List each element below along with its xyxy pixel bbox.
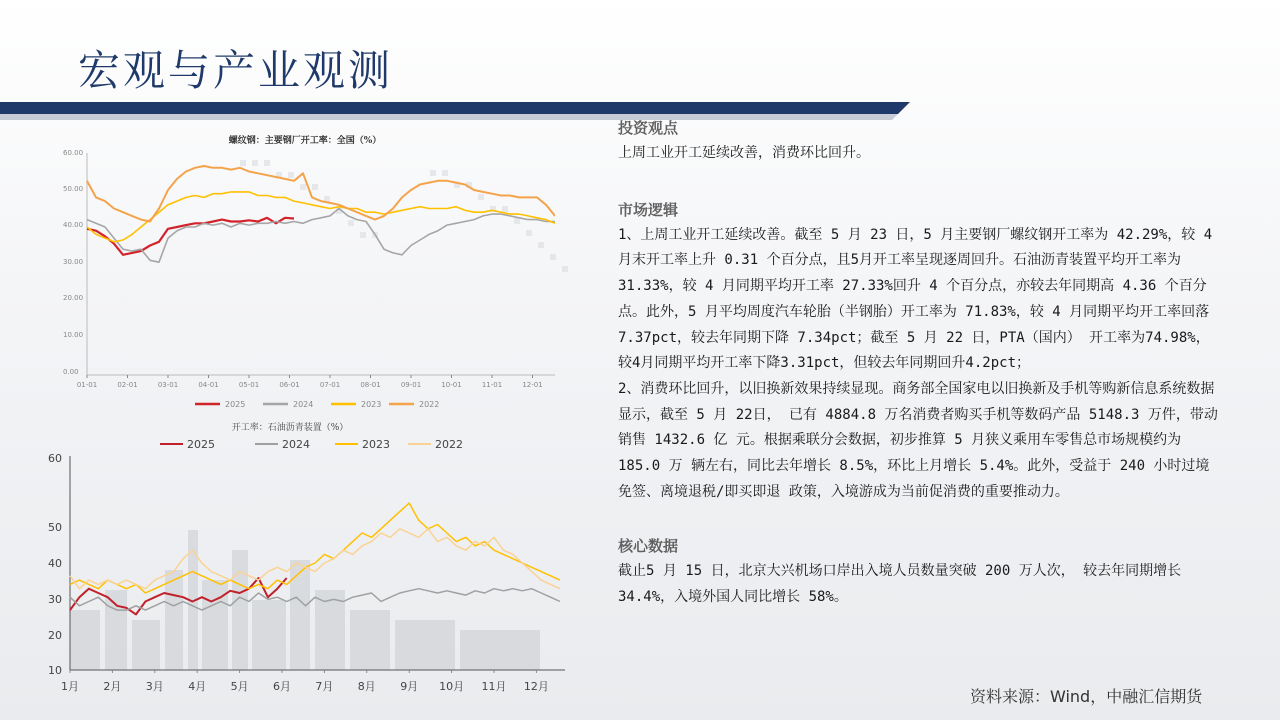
x-tick-label: 3月 xyxy=(145,680,164,693)
asphalt-y-tick: 60 xyxy=(48,452,62,465)
rebar-y-tick: 10.00 xyxy=(63,331,84,339)
x-tick-label: 08-01 xyxy=(360,381,381,389)
rebar-chart-series xyxy=(87,166,555,262)
legend-label-2023: 2023 xyxy=(362,438,390,451)
x-tick-label: 12月 xyxy=(523,680,549,693)
section-paragraph: 截止5 月 15 日，北京大兴机场口岸出入境人员数量突破 200 万人次， 较去年同期增长 34.4%，入境外国人同比增长 58%。 xyxy=(618,563,1182,606)
asphalt-y-tick: 10 xyxy=(48,664,62,677)
x-tick-label: 04-01 xyxy=(198,381,219,389)
section-heading: 核心数据 xyxy=(618,537,679,556)
asphalt-y-tick: 20 xyxy=(48,629,62,642)
rebar-y-tick: 50.00 xyxy=(63,185,84,193)
data-source-note: 资料来源：Wind，中融汇信期货 xyxy=(970,687,1203,706)
rebar-y-tick: 0.00 xyxy=(63,368,79,376)
section-market-logic xyxy=(618,197,1218,506)
legend-label-2025: 2025 xyxy=(187,438,215,451)
x-tick-label: 11-01 xyxy=(481,381,503,389)
rebar-chart-title: 螺纹钢：主要钢厂开工率：全国（%） xyxy=(228,136,382,146)
asphalt-operating-rate-chart xyxy=(40,420,565,695)
section-paragraph: 1、上周工业开工延续改善。截至 5 月 23 日，5 月主要钢厂螺纹钢开工率为 42.29%，较 4 月末开工率上升 0.31 个百分点，且5月开工率呈现逐周回升。石油沥青装置平均开工率为 31.33%，较 4 月同期平均开工率 27.33%回升 4 个百分点，亦较去年同期高 4.36 个百分点。此外，5 月平均周度汽车轮胎（半钢胎）开工率为 71.83%，较 4 月同期平均开工率回落 7.37pct，较去年同期下降 7.34pct；截至 5 月 22 日，PTA（国内） 开工率为74.98%，较4月同期平均开工率下降3.31pct，但较去年同期回升4.2pct； xyxy=(618,226,1213,372)
x-tick-label: 5月 xyxy=(230,680,249,693)
rebar-operating-rate-chart xyxy=(55,125,555,425)
section-paragraph: 上周工业开工延续改善，消费环比回升。 xyxy=(618,145,870,161)
section-investment-view xyxy=(618,115,1218,167)
legend-label-2023: 2023 xyxy=(361,400,382,409)
rebar-chart-x-ticks xyxy=(77,375,543,389)
x-tick-label: 02-01 xyxy=(117,381,138,389)
x-tick-label: 4月 xyxy=(188,680,207,693)
rebar-y-tick: 20.00 xyxy=(63,294,84,302)
asphalt-chart-legend xyxy=(160,438,463,451)
series-line-2024 xyxy=(87,209,555,263)
legend-label-2025: 2025 xyxy=(225,400,246,409)
series-line-2022 xyxy=(70,529,560,589)
section-core-data xyxy=(618,533,1218,610)
x-tick-label: 6月 xyxy=(273,680,291,693)
rebar-y-tick: 60.00 xyxy=(63,149,84,157)
series-line-2023 xyxy=(70,503,560,593)
section-paragraph: 2、消费环比回升，以旧换新效果持续显现。商务部全国家电以旧换新及手机等购新信息系统数据显示，截至 5 月 22日， 已有 4884.8 万名消费者购买手机等数码产品 5148.3 万件，带动销售 1432.6 亿 元。根据乘联分会数据，初步推算 5 月狭义乘用车零售总市场规模约为 185.0 万 辆左右，同比去年增长 8.5%，环比上月增长 5.4%。此外，受益于 240 小时过境免签、离境退税/即买即退 政策，入境游成为当前促消费的重要推动力。 xyxy=(618,380,1218,500)
x-tick-label: 06-01 xyxy=(279,381,300,389)
x-tick-label: 12-01 xyxy=(522,381,543,389)
x-tick-label: 11月 xyxy=(481,680,507,693)
x-tick-label: 09-01 xyxy=(400,381,422,389)
legend-label-2024: 2024 xyxy=(293,400,314,409)
asphalt-chart-x-ticks xyxy=(61,670,549,693)
asphalt-chart-title: 开工率：石油沥青装置（%） xyxy=(231,423,349,433)
section-heading: 市场逻辑 xyxy=(618,200,679,219)
legend-label-2022: 2022 xyxy=(419,400,440,409)
series-line-2023 xyxy=(87,192,555,242)
x-tick-label: 10月 xyxy=(439,680,465,693)
legend-label-2022: 2022 xyxy=(435,438,463,451)
page-title: 宏观与产业观测 xyxy=(78,46,394,95)
x-tick-label: 01-01 xyxy=(76,381,98,389)
x-tick-label: 10-01 xyxy=(441,381,462,389)
x-tick-label: 9月 xyxy=(400,680,419,693)
x-tick-label: 7月 xyxy=(315,680,334,693)
section-heading: 投资观点 xyxy=(618,119,679,137)
asphalt-y-tick: 30 xyxy=(48,593,62,606)
x-tick-label: 2月 xyxy=(103,680,122,693)
legend-label-2024: 2024 xyxy=(282,438,310,451)
analysis-panel xyxy=(618,115,1218,611)
x-tick-label: 1月 xyxy=(61,680,79,693)
x-tick-label: 03-01 xyxy=(157,381,179,389)
rebar-chart-legend xyxy=(195,400,439,409)
asphalt-y-tick: 50 xyxy=(48,521,62,534)
asphalt-chart-series xyxy=(70,503,560,614)
rebar-chart-y-ticks xyxy=(63,149,83,376)
x-tick-label: 05-01 xyxy=(238,381,260,389)
x-tick-label: 8月 xyxy=(357,680,376,693)
rebar-y-tick: 30.00 xyxy=(63,258,84,266)
asphalt-y-tick: 40 xyxy=(48,557,62,570)
x-tick-label: 07-01 xyxy=(319,381,341,389)
asphalt-chart-y-ticks xyxy=(48,452,62,677)
rebar-y-tick: 40.00 xyxy=(63,221,84,229)
